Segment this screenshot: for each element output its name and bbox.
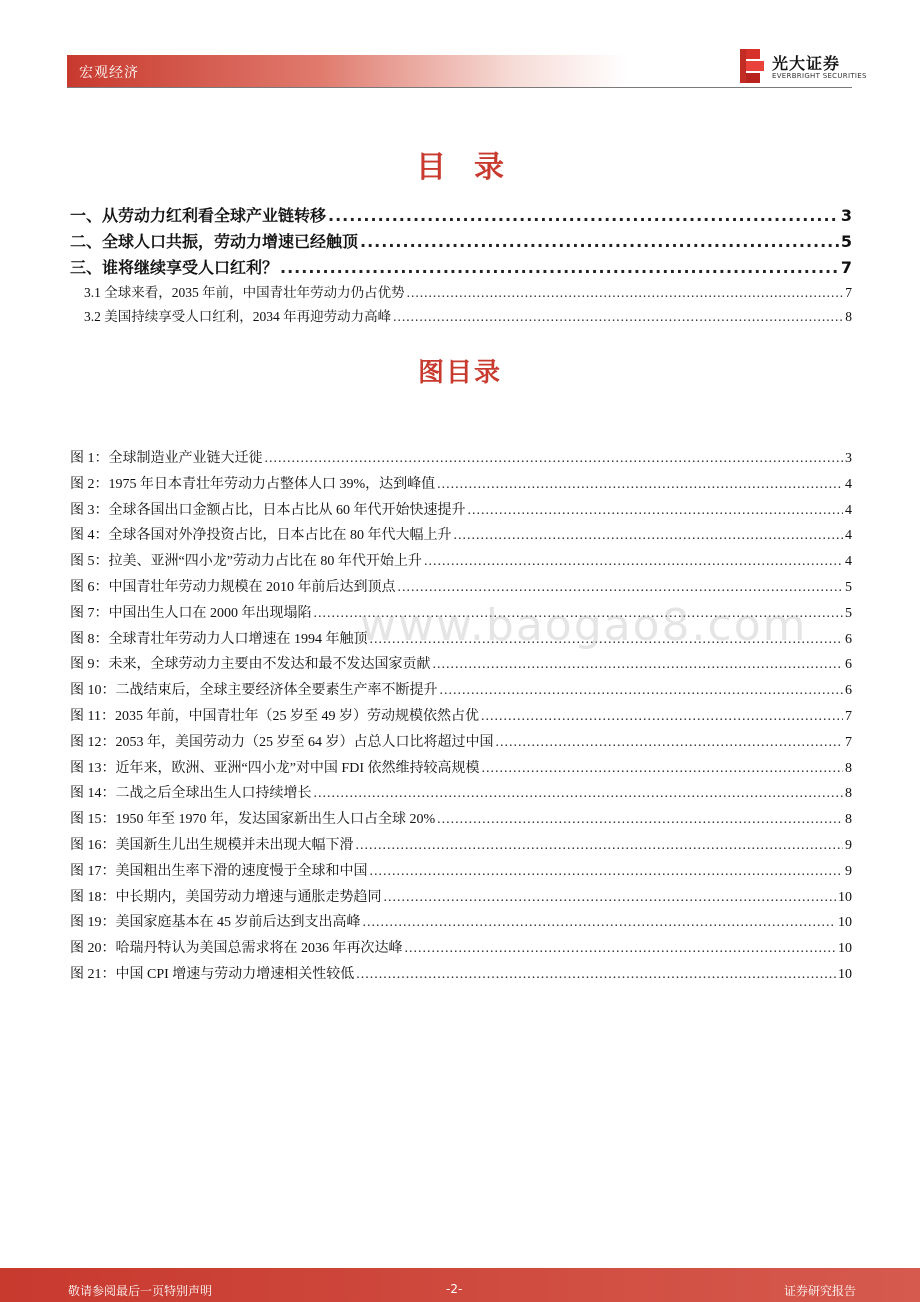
figure-entry[interactable] (70, 498, 852, 524)
dot-leader (265, 446, 844, 472)
figure-entry-page: 10 (838, 941, 852, 957)
toc-entry-page: 7 (845, 285, 852, 300)
footer-disclaimer: 敬请参阅最后一页特别声明 (68, 1284, 213, 1298)
figure-entry[interactable] (70, 652, 852, 678)
figure-entry-label: 图 8：全球青壮年劳动力人口增速在 1994 年触顶 (70, 631, 368, 647)
dot-leader (398, 575, 844, 601)
figure-entry-label: 图 5：拉美、亚洲“四小龙”劳动力占比在 80 年代开始上升 (70, 554, 422, 570)
figure-entry[interactable] (70, 756, 852, 782)
toc-entry-label: 二、全球人口共振，劳动力增速已经触顶 (70, 232, 359, 251)
toc-entry-label: 3.1 全球来看，2035 年前，中国青壮年劳动力仍占优势 (84, 285, 405, 300)
figure-entry[interactable] (70, 627, 852, 653)
dot-leader (280, 255, 839, 281)
watermark: www.baogao8.com (360, 600, 808, 651)
dot-leader (407, 281, 844, 305)
figure-entry[interactable] (70, 523, 852, 549)
figure-entry[interactable] (70, 575, 852, 601)
figure-entry[interactable] (70, 859, 852, 885)
figure-entry-label: 图 16：美国新生儿出生规模并未出现大幅下滑 (70, 837, 354, 853)
toc-subentry[interactable] (70, 281, 852, 305)
figure-entry[interactable] (70, 885, 852, 911)
figure-entry-page: 3 (845, 451, 852, 466)
figure-entry-label: 图 6：中国青壮年劳动力规模在 2010 年前后达到顶点 (70, 579, 396, 595)
figure-entry-page: 8 (845, 812, 852, 828)
figure-entry[interactable] (70, 910, 852, 936)
dot-leader (360, 229, 839, 255)
figure-entry-label: 图 13：近年来，欧洲、亚洲“四小龙”对中国 FDI 依然维持较高规模 (70, 760, 480, 776)
figure-entry-page: 9 (845, 863, 852, 879)
figure-entry-page: 7 (845, 734, 852, 750)
dot-leader (328, 203, 839, 229)
figure-entry-label: 图 21：中国 CPI 增速与劳动力增速相关性较低 (70, 966, 355, 982)
figure-entry[interactable] (70, 446, 852, 472)
figure-entry-page: 4 (845, 528, 852, 544)
figure-entry[interactable] (70, 962, 852, 988)
figure-entry[interactable] (70, 549, 852, 575)
figure-entry[interactable] (70, 936, 852, 962)
dot-leader (482, 756, 844, 782)
dot-leader (405, 936, 837, 962)
figure-entry-page: 5 (845, 579, 852, 595)
table-of-contents (70, 203, 852, 329)
footer-band (0, 1268, 920, 1302)
header-band (67, 55, 627, 87)
figure-entry-page: 8 (845, 760, 852, 776)
dot-leader (468, 498, 844, 524)
dot-leader (356, 833, 844, 859)
figure-entry-label: 图 7：中国出生人口在 2000 年出现塌陷 (70, 605, 312, 621)
toc-entry-page: 3 (840, 206, 852, 225)
figure-entry-page: 10 (838, 889, 852, 905)
dot-leader (314, 601, 844, 627)
figure-entry-page: 10 (838, 915, 852, 931)
figure-entry-page: 4 (845, 554, 852, 570)
toc-entry[interactable] (70, 255, 852, 281)
toc-entry-page: 5 (840, 232, 852, 251)
dot-leader (440, 678, 844, 704)
figure-entry-label: 图 12：2053 年，美国劳动力（25 岁至 64 岁）占总人口比将超过中国 (70, 734, 494, 750)
figure-entry-label: 图 15：1950 年至 1970 年，发达国家新出生人口占全球 20% (70, 812, 436, 828)
dot-leader (393, 305, 843, 329)
figure-entry-page: 6 (845, 631, 852, 647)
figure-entry-label: 图 17：美国粗出生率下滑的速度慢于全球和中国 (70, 863, 368, 879)
figure-entry-label: 图 14：二战之后全球出生人口持续增长 (70, 786, 312, 802)
figure-entry[interactable] (70, 730, 852, 756)
company-logo (738, 48, 867, 84)
dot-leader (433, 652, 844, 678)
figure-entry-label: 图 1：全球制造业产业链大迁徙 (70, 451, 263, 466)
figure-entry-page: 9 (845, 837, 852, 853)
toc-entry-page: 8 (845, 309, 852, 324)
figure-entry-label: 图 18：中长期内，美国劳动力增速与通胀走势趋同 (70, 889, 382, 905)
dot-leader (481, 704, 843, 730)
figure-entry-page: 10 (838, 966, 852, 982)
figure-entry[interactable] (70, 833, 852, 859)
logo-name-en: EVERBRIGHT SECURITIES (772, 72, 867, 80)
figure-entry-label: 图 4：全球各国对外净投资占比，日本占比在 80 年代大幅上升 (70, 528, 452, 544)
everbright-logo-icon (738, 48, 766, 84)
figure-entry-label: 图 19：美国家庭基本在 45 岁前后达到支出高峰 (70, 915, 361, 931)
page-number: -2- (446, 1282, 463, 1296)
toc-entry[interactable] (70, 203, 852, 229)
dot-leader (454, 523, 844, 549)
logo-name-cn: 光大证券 (772, 54, 841, 73)
toc-entry-label: 一、从劳动力红利看全球产业链转移 (70, 206, 327, 225)
dot-leader (370, 627, 844, 653)
dot-leader (437, 472, 843, 498)
figure-entry-label: 图 2：1975 年日本青壮年劳动力占整体人口 39%，达到峰值 (70, 476, 436, 492)
dot-leader (370, 859, 844, 885)
dot-leader (496, 730, 844, 756)
figure-entry-page: 6 (845, 657, 852, 673)
figure-entry-label: 图 11：2035 年前，中国青壮年（25 岁至 49 岁）劳动规模依然占优 (70, 708, 479, 724)
figure-entry[interactable] (70, 807, 852, 833)
figure-entry[interactable] (70, 781, 852, 807)
figure-entry-label: 图 20：哈瑞丹特认为美国总需求将在 2036 年再次达峰 (70, 941, 403, 957)
dot-leader (384, 885, 837, 911)
dot-leader (424, 549, 843, 575)
figure-entry[interactable] (70, 601, 852, 627)
figure-entry-label: 图 3：全球各国出口金额占比，日本占比从 60 年代开始快速提升 (70, 502, 466, 518)
dot-leader (356, 962, 836, 988)
toc-entry-label: 3.2 美国持续享受人口红利，2034 年再迎劳动力高峰 (84, 309, 392, 324)
figure-entry-page: 6 (845, 683, 852, 699)
dot-leader (363, 910, 837, 936)
figure-entry-page: 8 (845, 786, 852, 802)
figure-entry-page: 5 (845, 605, 852, 621)
toc-subentry[interactable] (70, 305, 852, 329)
section-label: 宏观经济 (79, 65, 139, 81)
dot-leader (437, 807, 843, 833)
figure-entry-label: 图 10：二战结束后，全球主要经济体全要素生产率不断提升 (70, 683, 438, 699)
dot-leader (314, 781, 844, 807)
figure-entry-page: 7 (845, 708, 852, 724)
figure-entry[interactable] (70, 704, 852, 730)
figure-entry-page: 4 (845, 476, 852, 492)
figure-entry-label: 图 9：未来，全球劳动力主要由不发达和最不发达国家贡献 (70, 657, 431, 673)
header-divider (67, 87, 852, 88)
toc-entry-page: 7 (840, 258, 852, 277)
figure-entry-page: 4 (845, 502, 852, 518)
figure-entry[interactable] (70, 472, 852, 498)
toc-title: 目录 (416, 150, 532, 185)
figures-title: 图目录 (417, 358, 502, 388)
toc-entry-label: 三、谁将继续享受人口红利？ (70, 258, 279, 277)
footer-report-type: 证券研究报告 (783, 1284, 856, 1298)
list-of-figures (70, 446, 852, 988)
figure-entry[interactable] (70, 678, 852, 704)
toc-entry[interactable] (70, 229, 852, 255)
